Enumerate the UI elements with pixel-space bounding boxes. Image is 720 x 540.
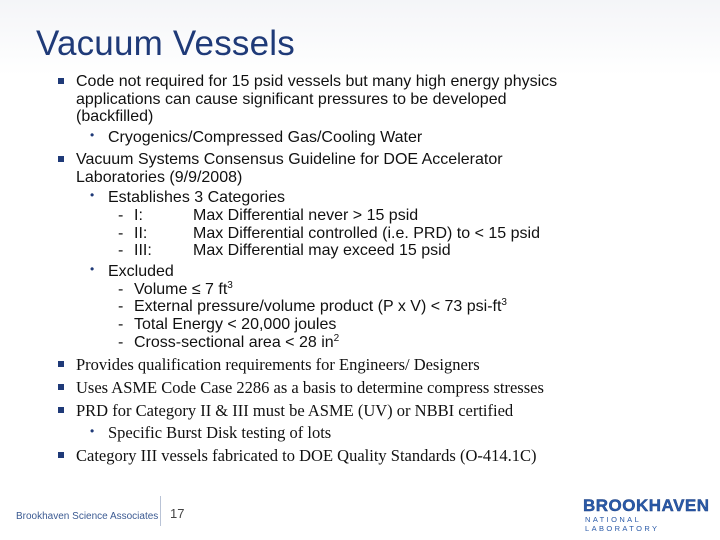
excluded-item-4-sup: 2 <box>333 333 340 344</box>
logo-sub-text: NATIONAL LABORATORY <box>585 515 660 533</box>
page-number: 17 <box>170 506 185 521</box>
bullet-2-line-2: Laboratories (9/9/2008) <box>76 169 243 186</box>
bullet-5-sub-1: Specific Burst Disk testing of lots <box>108 423 332 442</box>
bullet-1-line-2: applications can cause significant pressures to be developed <box>76 91 507 108</box>
excluded-item-1-sup: 3 <box>227 280 233 291</box>
round-bullet-icon: • <box>90 262 95 276</box>
square-bullet-icon <box>58 156 64 162</box>
bullet-2-line-1: Vacuum Systems Consensus Guideline for DOE Accelerator <box>76 151 503 168</box>
dash-icon: - <box>118 225 124 242</box>
square-bullet-icon <box>58 407 64 413</box>
excluded-item-4 <box>134 334 339 351</box>
dash-icon: - <box>118 298 124 315</box>
dash-icon: - <box>118 281 124 298</box>
dash-icon: - <box>118 334 124 351</box>
bullet-1-sub-1: Cryogenics/Compressed Gas/Cooling Water <box>108 129 423 146</box>
logo-main-text: BROOKHAVEN <box>583 496 710 515</box>
excluded-item-1-text: Volume ≤ 7 ft <box>134 281 228 298</box>
excluded-item-4-text: Cross-sectional area < 28 in <box>134 334 334 351</box>
bullet-3: Provides qualification requirements for Engineers/ Designers <box>76 355 480 374</box>
bullet-2-sub-2: Excluded <box>108 263 174 280</box>
category-2-text: Max Differential controlled (i.e. PRD) to < 15 psid <box>193 225 540 242</box>
round-bullet-icon: • <box>90 424 95 438</box>
excluded-item-1 <box>134 281 233 298</box>
slide-title: Vacuum Vessels <box>36 24 295 63</box>
round-bullet-icon: • <box>90 128 95 142</box>
category-1-text: Max Differential never > 15 psid <box>193 207 419 224</box>
dash-icon: - <box>118 207 124 224</box>
category-3-number: III: <box>134 242 152 259</box>
excluded-item-2-sup: 3 <box>501 297 507 308</box>
round-bullet-icon: • <box>90 188 95 202</box>
excluded-item-2-text: External pressure/volume product (P x V) < 73 psi-ft <box>134 298 502 315</box>
excluded-item-3: Total Energy < 20,000 joules <box>134 316 337 333</box>
bullet-4: Uses ASME Code Case 2286 as a basis to determine compress stresses <box>76 378 544 397</box>
bullet-2-sub-1: Establishes 3 Categories <box>108 189 285 206</box>
category-3-text: Max Differential may exceed 15 psid <box>193 242 451 259</box>
dash-icon: - <box>118 242 124 259</box>
square-bullet-icon <box>58 384 64 390</box>
brookhaven-logo <box>583 496 710 533</box>
bullet-5: PRD for Category II & III must be ASME (UV) or NBBI certified <box>76 401 514 420</box>
footer-divider <box>160 496 161 526</box>
bullet-1-line-1: Code not required for 15 psid vessels but many high energy physics <box>76 73 558 90</box>
footer-organization: Brookhaven Science Associates <box>16 511 159 522</box>
dash-icon: - <box>118 316 124 333</box>
excluded-item-2 <box>134 298 507 315</box>
category-2-number: II: <box>134 225 148 242</box>
category-1-number: I: <box>134 207 143 224</box>
bullet-1-line-3: (backfilled) <box>76 108 154 125</box>
square-bullet-icon <box>58 78 64 84</box>
square-bullet-icon <box>58 361 64 367</box>
bullet-6: Category III vessels fabricated to DOE Quality Standards (O-414.1C) <box>76 446 537 465</box>
square-bullet-icon <box>58 452 64 458</box>
